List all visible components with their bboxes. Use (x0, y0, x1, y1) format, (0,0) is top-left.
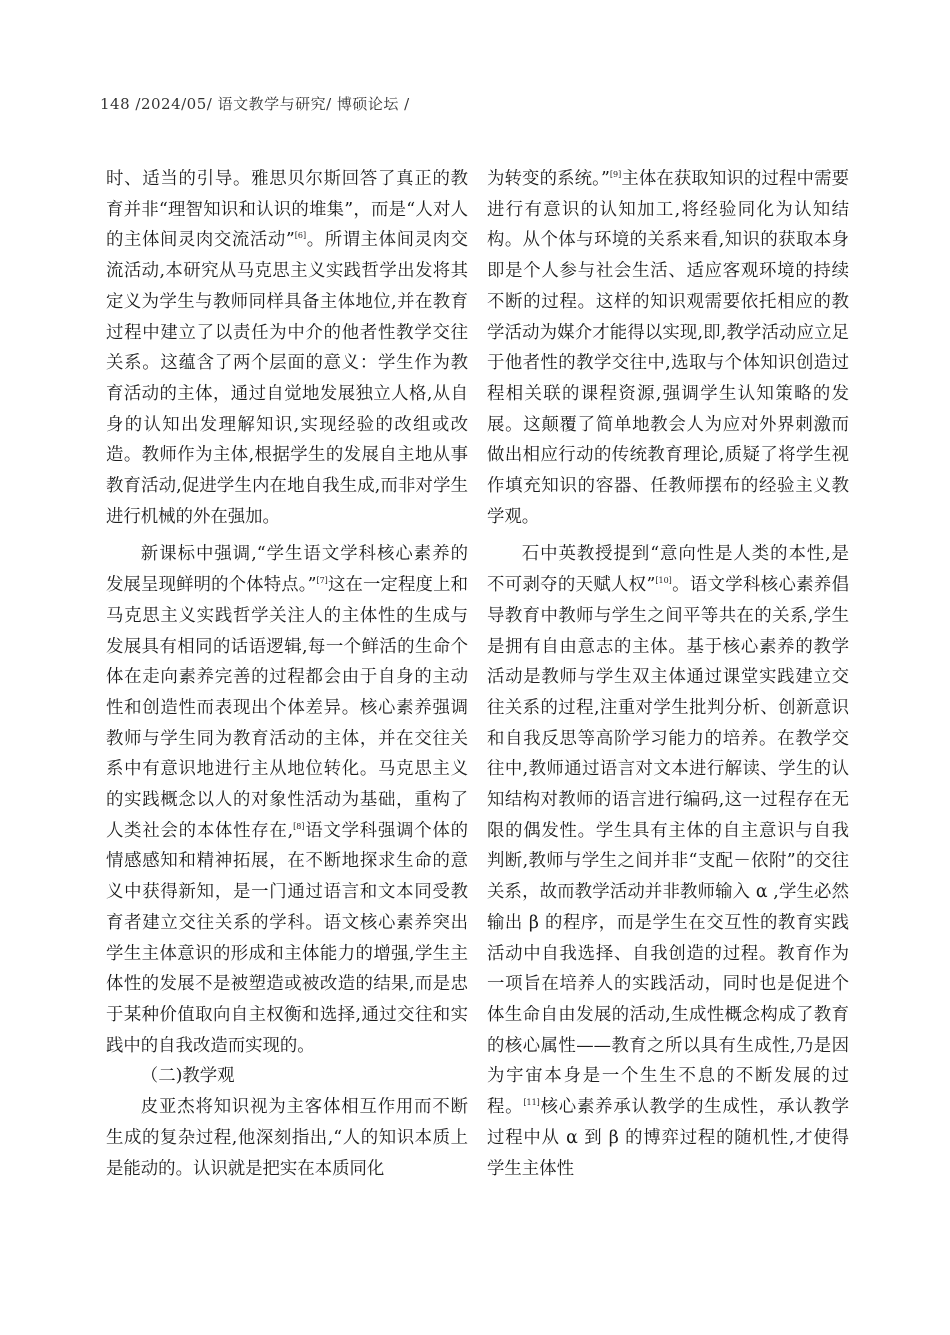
citation-ref: [8] (293, 821, 305, 831)
right-paragraph-2 (487, 539, 849, 1184)
text-run: 皮亚杰将知识视为主客体相互作用而不断生成的复杂过程,他深刻指出,“人的知识本质上是能动的。认识就是把实在本质同化 (106, 1097, 468, 1179)
text-run: 主体在获取知识的过程中需要进行有意识的认知加工,将经验同化为认知结构。从个体与环境的关系来看,知识的获取本身即是个人参与社会生活、适应客观环境的持续不断的过程。这样的知识观需要依托相应的教学活动为媒介才能得以实现,即,教学活动应立足于他者性的教学交往中,选取与个体知识创造过程相关联的课程资源,强调学生认知策略的发展。这颠覆了简单地教会人为应对外界刺激而做出相应行动的传统教育理论,质疑了将学生视作填充知识的容器、任教师摆布的经验主义教学观。 (487, 169, 849, 527)
right-paragraph-1 (487, 164, 849, 532)
left-column (106, 164, 468, 1184)
text-run: 为转变的系统。” (487, 169, 610, 189)
citation-ref: [11] (523, 1098, 540, 1108)
section-heading: （二)教学观 (140, 1066, 235, 1087)
text-run: 核心素养承认教学的生成性，承认教学过程中从 α 到 β 的博弈过程的随机性,才使得学生主体性 (487, 1097, 849, 1179)
text-run: 新课标中强调,“学生语文学科核心素养的发展呈现鲜明的个体特点。” (106, 544, 468, 596)
text-run: 石中英教授提到“意向性是人类的本性,是不可剥夺的天赋人权” (487, 544, 849, 596)
citation-ref: [10] (655, 576, 672, 586)
citation-ref: [9] (609, 170, 622, 180)
left-paragraph-3 (106, 1092, 468, 1184)
right-column (487, 164, 849, 1184)
text-run: 。语文学科核心素养倡导教育中教师与学生之间平等共在的关系,学生是拥有自由意志的主体。基于核心素养的教学活动是教师与学生双主体通过课堂实践建立交往关系的过程,注重对学生批判分析、创新意识和自我反思等高阶学习能力的培养。在教学交往中,教师通过语言对文本进行解读、学生的认知结构对教师的语言进行编码,这一过程存在无限的偶发性。学生具有主体的自主意识与自我判断,教师与学生之间并非“支配－依附”的交往关系，故而教学活动并非教师输入 α ,学生必然输出 β 的程序，而是学生在交互性的教育实践活动中自我选择、自我创造的过程。教育作为一项旨在培养人的实践活动，同时也是促进个体生命自由发展的活动,生成性概念构成了教育的核心属性——教育之所以具有生成性,乃是因为宇宙本身是一个生生不息的不断发展的过程。 (487, 575, 849, 1118)
text-run: 。所谓主体间灵肉交流活动,本研究从马克思主义实践哲学出发将其定义为学生与教师同样具备主体地位,并在教育过程中建立了以责任为中介的他者性教学交往关系。这蕴含了两个层面的意义：学生作为教育活动的主体，通过自觉地发展独立人格,从自身的认知出发理解知识,实现经验的改组或改造。教师作为主体,根据学生的发展自主地从事教育活动,促进学生内在地自我生成,而非对学生进行机械的外在强加。 (106, 230, 468, 527)
left-paragraph-2 (106, 539, 468, 1061)
text-run: 时、适当的引导。雅思贝尔斯回答了真正的教育并非“理智知识和认识的堆集”，而是“人对人的主体间灵肉交流活动” (106, 169, 468, 251)
running-header: 148 /2024/05/ 语文教学与研究/ 博硕论坛 / (100, 95, 410, 113)
citation-ref: [6] (294, 231, 307, 241)
text-run: 这在一定程度上和马克思主义实践哲学关注人的主体性的生成与发展具有相同的话语逻辑,每一个鲜活的生命个体在走向素养完善的过程都会由于自身的主动性和创造性而表现出个体差异。核心素养强调教师与学生同为教育活动的主体，并在交往关系中有意识地进行主从地位转化。马克思主义的实践概念以人的对象性活动为基础，重构了人类社会的本体性存在, (106, 575, 468, 841)
left-paragraph-1 (106, 164, 468, 532)
text-run: 语文学科强调个体的情感感知和精神拓展，在不断地探求生命的意义中获得新知，是一门通过语言和文本同受教育者建立交往关系的学科。语文核心素养突出学生主体意识的形成和主体能力的增强,学生主体性的发展不是被塑造或被改造的结果,而是忠于某种价值取向自主权衡和选择,通过交往和实践中的自我改造而实现的。 (106, 820, 468, 1056)
citation-ref: [7] (316, 576, 328, 586)
